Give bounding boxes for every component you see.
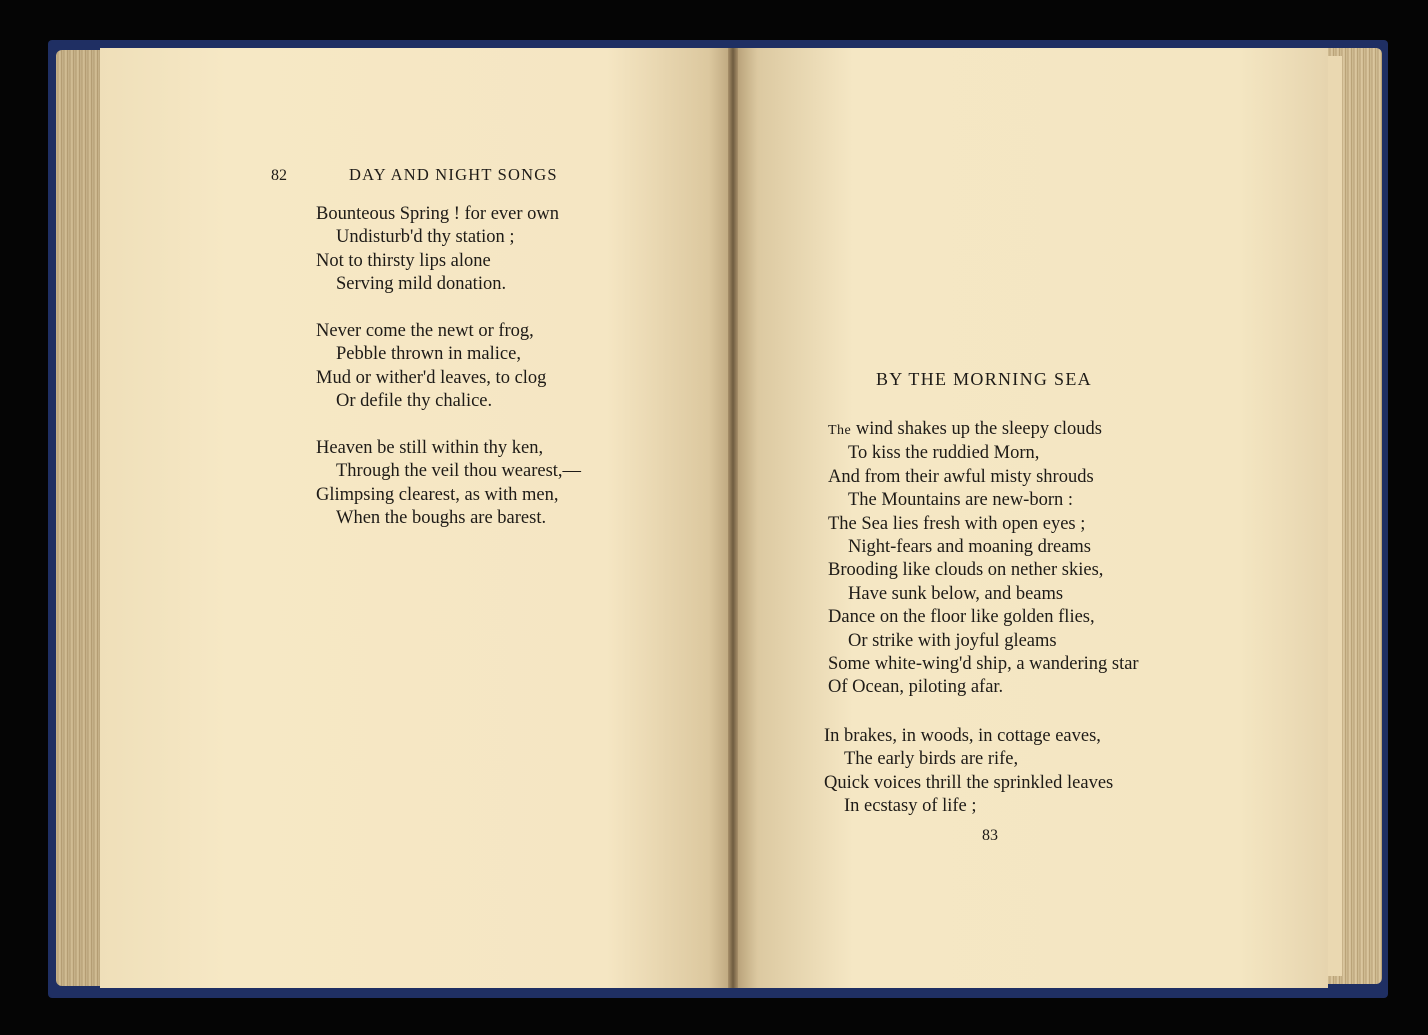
verse-line: Serving mild donation. [336,274,507,295]
verse-line: The early birds are rife, [844,749,1019,770]
stanza-3 [316,437,581,531]
stanza-break [316,414,581,437]
verse-line: Quick voices thrill the sprinkled leaves [824,772,1114,793]
right-poem-stanza-2 [824,725,1113,819]
verse-line: Night-fears and moaning dreams [848,537,1091,558]
stanza-2 [316,320,581,414]
verse-line-rest: wind shakes up the sleepy clouds [851,419,1103,439]
stanza-break [316,297,581,320]
verse-line: Pebble thrown in malice, [336,344,521,365]
verse-line: Or strike with joyful gleams [848,630,1057,651]
verse-line: Of Ocean, piloting afar. [828,677,1004,698]
verse-line: And from their awful misty shrouds [828,466,1094,487]
open-book [56,44,1382,992]
verse-line: Never come the newt or frog, [316,321,534,342]
right-poem-stanza-1 [828,418,1139,700]
verse-line: Dance on the floor like golden flies, [828,607,1095,628]
left-poem-stanzas [316,203,581,531]
stanza-1 [316,203,581,297]
verse-line: Some white-wing'd ship, a wandering star [828,654,1139,675]
running-head: DAY AND NIGHT SONGS [349,165,558,184]
verse-line: The Sea lies fresh with open eyes ; [828,513,1086,534]
verse-line: In ecstasy of life ; [844,796,977,817]
verse-line: Brooding like clouds on nether skies, [828,560,1104,581]
verse-line: Through the veil thou wearest,— [336,461,582,482]
book-gutter [728,48,738,988]
verse-line: Glimpsing clearest, as with men, [316,484,559,505]
verse-line: Or defile thy chalice. [336,391,493,412]
right-page-inset [1328,56,1342,976]
verse-line: The Mountains are new-born : [848,490,1074,511]
verse-line: Undisturb'd thy station ; [336,227,515,248]
verse-line: Heaven be still within thy ken, [316,438,544,459]
drop-word: The [828,423,852,438]
right-page-number: 83 [982,827,998,844]
verse-line: To kiss the ruddied Morn, [848,443,1040,464]
verse-line: Mud or wither'd leaves, to clog [316,367,547,388]
poem-title: BY THE MORNING SEA [876,369,1092,389]
left-page-number: 82 [271,167,287,184]
verse-line: Have sunk below, and beams [848,583,1064,604]
verse-line-first [828,418,1139,442]
verse-line: Bounteous Spring ! for ever own [316,204,560,224]
verse-line: In brakes, in woods, in cottage eaves, [824,726,1101,746]
verse-line: When the boughs are barest. [336,508,547,529]
verse-line: Not to thirsty lips alone [316,250,491,271]
